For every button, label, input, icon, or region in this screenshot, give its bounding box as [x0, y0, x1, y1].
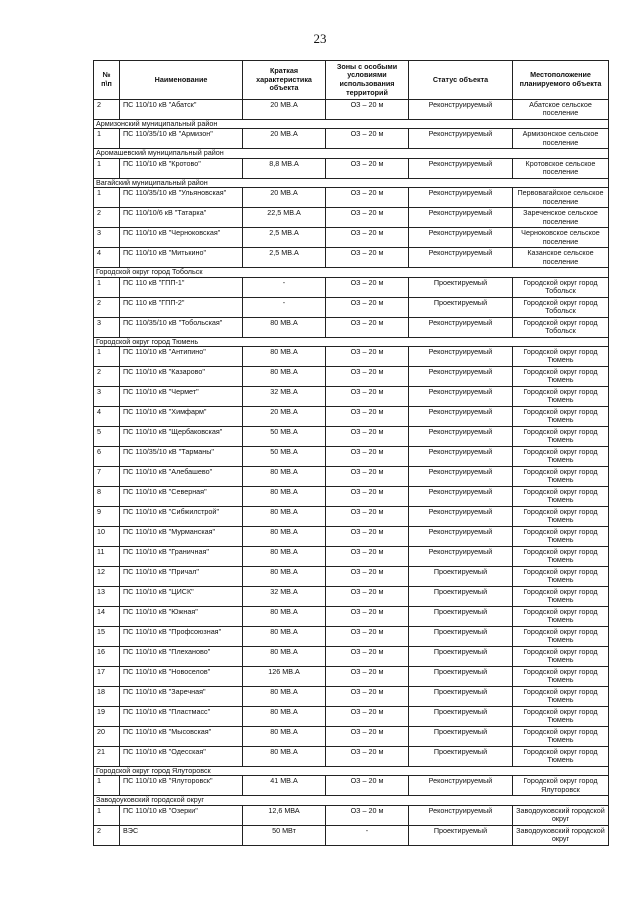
cell-characteristic: 80 МВ.А: [243, 607, 326, 627]
cell-zone: ОЗ – 20 м: [326, 367, 409, 387]
objects-table: [93, 60, 609, 846]
cell-status: Проектируемый: [409, 727, 513, 747]
cell-zone: -: [326, 825, 409, 845]
cell-characteristic: 22,5 МВ.А: [243, 208, 326, 228]
cell-status: Реконструируемый: [409, 487, 513, 507]
cell-zone: ОЗ – 20 м: [326, 248, 409, 268]
cell-status: Проектируемый: [409, 647, 513, 667]
cell-zone: ОЗ – 20 м: [326, 447, 409, 467]
table-row: [94, 188, 609, 208]
cell-name: ПС 110/10 кВ "Абатск": [120, 100, 243, 120]
cell-location: Абатское сельское поселение: [513, 100, 609, 120]
cell-zone: ОЗ – 20 м: [326, 427, 409, 447]
cell-name: ПС 110/10 кВ "Алебашево": [120, 467, 243, 487]
cell-status: Реконструируемый: [409, 100, 513, 120]
section-title: Городской округ город Тобольск: [94, 268, 609, 277]
cell-zone: ОЗ – 20 м: [326, 547, 409, 567]
cell-number: 7: [94, 467, 120, 487]
page-number: 23: [313, 31, 327, 46]
cell-zone: ОЗ – 20 м: [326, 727, 409, 747]
table-body: [94, 100, 609, 846]
cell-number: 18: [94, 687, 120, 707]
cell-status: Реконструируемый: [409, 547, 513, 567]
cell-name: ПС 110/10 кВ "Заречная": [120, 687, 243, 707]
cell-location: Городской округ город Тюмень: [513, 547, 609, 567]
cell-characteristic: 32 МВ.А: [243, 587, 326, 607]
cell-name: ПС 110/35/10 кВ "Ульяновская": [120, 188, 243, 208]
cell-zone: ОЗ – 20 м: [326, 805, 409, 825]
cell-location: Заводоуковский городской округ: [513, 805, 609, 825]
cell-location: Городской округ город Тюмень: [513, 667, 609, 687]
cell-status: Проектируемый: [409, 825, 513, 845]
cell-zone: ОЗ – 20 м: [326, 687, 409, 707]
cell-zone: ОЗ – 20 м: [326, 158, 409, 178]
cell-status: Реконструируемый: [409, 347, 513, 367]
section-title: Городской округ город Тюмень: [94, 337, 609, 346]
cell-name: ПС 110/10 кВ "Черноковская": [120, 228, 243, 248]
cell-number: 12: [94, 567, 120, 587]
table-row: [94, 527, 609, 547]
table-row: [94, 387, 609, 407]
cell-characteristic: -: [243, 297, 326, 317]
cell-status: Реконструируемый: [409, 427, 513, 447]
cell-status: Проектируемый: [409, 277, 513, 297]
cell-number: 3: [94, 317, 120, 337]
cell-name: ПС 110/10 кВ "ЦИСК": [120, 587, 243, 607]
cell-name: ПС 110/10 кВ "Щербаковская": [120, 427, 243, 447]
cell-name: ПС 110/10 кВ "Новоселов": [120, 667, 243, 687]
cell-status: Реконструируемый: [409, 248, 513, 268]
cell-status: Реконструируемый: [409, 387, 513, 407]
cell-characteristic: 80 МВ.А: [243, 747, 326, 767]
table-row: [94, 228, 609, 248]
table-row: [94, 776, 609, 796]
cell-number: 3: [94, 387, 120, 407]
section-title: Городской округ город Ялуторовск: [94, 767, 609, 776]
col-header-name: Наименование: [120, 61, 243, 100]
cell-characteristic: 12,6 МВА: [243, 805, 326, 825]
table-row: [94, 587, 609, 607]
cell-name: ПС 110/10 кВ "Озерки": [120, 805, 243, 825]
cell-characteristic: 20 МВ.А: [243, 100, 326, 120]
section-header-row: [94, 120, 609, 129]
cell-zone: ОЗ – 20 м: [326, 776, 409, 796]
cell-zone: ОЗ – 20 м: [326, 317, 409, 337]
cell-zone: ОЗ – 20 м: [326, 277, 409, 297]
cell-characteristic: 50 МВ.А: [243, 427, 326, 447]
cell-location: Городской округ город Тюмень: [513, 567, 609, 587]
cell-location: Городской округ город Тюмень: [513, 647, 609, 667]
cell-zone: ОЗ – 20 м: [326, 487, 409, 507]
cell-name: ПС 110 кВ "ГПП-1": [120, 277, 243, 297]
cell-status: Реконструируемый: [409, 188, 513, 208]
cell-location: Городской округ город Тюмень: [513, 427, 609, 447]
cell-characteristic: 80 МВ.А: [243, 627, 326, 647]
cell-name: ПС 110/10 кВ "Ялуторовск": [120, 776, 243, 796]
cell-characteristic: 80 МВ.А: [243, 317, 326, 337]
table-row: [94, 707, 609, 727]
cell-location: Городской округ город Тобольск: [513, 317, 609, 337]
cell-name: ПС 110/10 кВ "Сибжилстрой": [120, 507, 243, 527]
cell-zone: ОЗ – 20 м: [326, 208, 409, 228]
cell-status: Реконструируемый: [409, 158, 513, 178]
col-header-status: Статус объекта: [409, 61, 513, 100]
table-row: [94, 427, 609, 447]
col-header-zones: Зоны с особыми условиями использования территорий: [326, 61, 409, 100]
cell-number: 2: [94, 100, 120, 120]
cell-status: Проектируемый: [409, 687, 513, 707]
cell-location: Городской округ город Тюмень: [513, 747, 609, 767]
cell-location: Городской округ город Тюмень: [513, 687, 609, 707]
table-row: [94, 667, 609, 687]
cell-status: Реконструируемый: [409, 407, 513, 427]
cell-location: Городской округ город Тюмень: [513, 607, 609, 627]
cell-location: Городской округ город Тюмень: [513, 347, 609, 367]
cell-location: Городской округ город Тобольск: [513, 297, 609, 317]
cell-characteristic: 80 МВ.А: [243, 347, 326, 367]
table-row: [94, 747, 609, 767]
cell-status: Реконструируемый: [409, 507, 513, 527]
cell-name: ПС 110/10 кВ "Чермет": [120, 387, 243, 407]
cell-status: Проектируемый: [409, 607, 513, 627]
cell-zone: ОЗ – 20 м: [326, 587, 409, 607]
cell-number: 2: [94, 208, 120, 228]
cell-name: ПС 110/10 кВ "Казарово": [120, 367, 243, 387]
cell-location: Городской округ город Тюмень: [513, 447, 609, 467]
cell-name: ПС 110/10 кВ "Северная": [120, 487, 243, 507]
cell-characteristic: 80 МВ.А: [243, 367, 326, 387]
cell-status: Проектируемый: [409, 567, 513, 587]
cell-number: 9: [94, 507, 120, 527]
cell-number: 6: [94, 447, 120, 467]
cell-zone: ОЗ – 20 м: [326, 667, 409, 687]
cell-name: ПС 110/10 кВ "Мурманская": [120, 527, 243, 547]
col-header-number: № п\п: [94, 61, 120, 100]
cell-zone: ОЗ – 20 м: [326, 627, 409, 647]
cell-characteristic: 80 МВ.А: [243, 567, 326, 587]
cell-name: ПС 110/10 кВ "Южная": [120, 607, 243, 627]
table-row: [94, 158, 609, 178]
cell-characteristic: 80 МВ.А: [243, 487, 326, 507]
cell-characteristic: 8,8 МВ.А: [243, 158, 326, 178]
cell-characteristic: 32 МВ.А: [243, 387, 326, 407]
cell-location: Армизонское сельское поселение: [513, 129, 609, 149]
cell-characteristic: -: [243, 277, 326, 297]
cell-characteristic: 80 МВ.А: [243, 727, 326, 747]
table-row: [94, 805, 609, 825]
col-header-characteristic: Краткая характеристика объекта: [243, 61, 326, 100]
cell-characteristic: 80 МВ.А: [243, 527, 326, 547]
cell-name: ПС 110/10 кВ "Плеханово": [120, 647, 243, 667]
cell-status: Реконструируемый: [409, 447, 513, 467]
cell-status: Реконструируемый: [409, 805, 513, 825]
cell-zone: ОЗ – 20 м: [326, 527, 409, 547]
table-row: [94, 547, 609, 567]
cell-characteristic: 80 МВ.А: [243, 687, 326, 707]
cell-status: Реконструируемый: [409, 367, 513, 387]
table-row: [94, 317, 609, 337]
table-row: [94, 507, 609, 527]
section-header-row: [94, 767, 609, 776]
table-row: [94, 487, 609, 507]
cell-name: ВЭС: [120, 825, 243, 845]
cell-name: ПС 110/10 кВ "Профсоюзная": [120, 627, 243, 647]
table-row: [94, 297, 609, 317]
cell-name: ПС 110/10 кВ "Кротово": [120, 158, 243, 178]
cell-location: Городской округ город Тюмень: [513, 507, 609, 527]
cell-status: Проектируемый: [409, 747, 513, 767]
table-row: [94, 447, 609, 467]
cell-location: Городской округ город Тюмень: [513, 367, 609, 387]
cell-name: ПС 110/10 кВ "Одесская": [120, 747, 243, 767]
cell-number: 1: [94, 805, 120, 825]
cell-location: Городской округ город Тюмень: [513, 527, 609, 547]
section-header-row: [94, 268, 609, 277]
table-row: [94, 277, 609, 297]
cell-name: ПС 110/10 кВ "Митькино": [120, 248, 243, 268]
table-row: [94, 367, 609, 387]
cell-location: Городской округ город Ялуторовск: [513, 776, 609, 796]
section-header-row: [94, 796, 609, 805]
cell-location: Городской округ город Тюмень: [513, 627, 609, 647]
cell-number: 2: [94, 297, 120, 317]
cell-zone: ОЗ – 20 м: [326, 387, 409, 407]
cell-characteristic: 2,5 МВ.А: [243, 248, 326, 268]
cell-zone: ОЗ – 20 м: [326, 100, 409, 120]
table-row: [94, 647, 609, 667]
cell-characteristic: 80 МВ.А: [243, 547, 326, 567]
cell-number: 4: [94, 248, 120, 268]
cell-number: 17: [94, 667, 120, 687]
cell-number: 2: [94, 825, 120, 845]
section-header-row: [94, 149, 609, 158]
table-row: [94, 467, 609, 487]
table-row: [94, 248, 609, 268]
cell-status: Реконструируемый: [409, 129, 513, 149]
cell-number: 20: [94, 727, 120, 747]
cell-name: ПС 110 кВ "ГПП-2": [120, 297, 243, 317]
cell-number: 15: [94, 627, 120, 647]
table-row: [94, 607, 609, 627]
cell-status: Реконструируемый: [409, 527, 513, 547]
cell-zone: ОЗ – 20 м: [326, 129, 409, 149]
cell-zone: ОЗ – 20 м: [326, 347, 409, 367]
cell-location: Кротовское сельское поселение: [513, 158, 609, 178]
cell-location: Городской округ город Тюмень: [513, 467, 609, 487]
cell-status: Проектируемый: [409, 587, 513, 607]
cell-characteristic: 20 МВ.А: [243, 188, 326, 208]
cell-zone: ОЗ – 20 м: [326, 507, 409, 527]
cell-zone: ОЗ – 20 м: [326, 707, 409, 727]
cell-zone: ОЗ – 20 м: [326, 607, 409, 627]
cell-characteristic: 80 МВ.А: [243, 507, 326, 527]
cell-zone: ОЗ – 20 м: [326, 228, 409, 248]
section-header-row: [94, 337, 609, 346]
section-title: Армизонский муниципальный район: [94, 120, 609, 129]
cell-location: Городской округ город Тюмень: [513, 487, 609, 507]
cell-location: Городской округ город Тюмень: [513, 727, 609, 747]
cell-number: 1: [94, 129, 120, 149]
cell-number: 13: [94, 587, 120, 607]
cell-number: 14: [94, 607, 120, 627]
table-row: [94, 627, 609, 647]
table-row: [94, 129, 609, 149]
cell-characteristic: 20 МВ.А: [243, 129, 326, 149]
cell-characteristic: 80 МВ.А: [243, 467, 326, 487]
cell-characteristic: 126 МВ.А: [243, 667, 326, 687]
cell-name: ПС 110/10 кВ "Химфарм": [120, 407, 243, 427]
cell-characteristic: 20 МВ.А: [243, 407, 326, 427]
cell-status: Проектируемый: [409, 667, 513, 687]
table-row: [94, 687, 609, 707]
cell-number: 3: [94, 228, 120, 248]
cell-characteristic: 41 МВ.А: [243, 776, 326, 796]
cell-number: 11: [94, 547, 120, 567]
cell-location: Городской округ город Тюмень: [513, 407, 609, 427]
cell-zone: ОЗ – 20 м: [326, 747, 409, 767]
table-row: [94, 727, 609, 747]
cell-name: ПС 110/10 кВ "Пластмасс": [120, 707, 243, 727]
cell-name: ПС 110/10/6 кВ "Татарка": [120, 208, 243, 228]
cell-name: ПС 110/10 кВ "Антипино": [120, 347, 243, 367]
cell-status: Проектируемый: [409, 707, 513, 727]
table-row: [94, 825, 609, 845]
cell-location: Городской округ город Тобольск: [513, 277, 609, 297]
cell-status: Реконструируемый: [409, 208, 513, 228]
cell-number: 5: [94, 427, 120, 447]
cell-zone: ОЗ – 20 м: [326, 407, 409, 427]
cell-zone: ОЗ – 20 м: [326, 188, 409, 208]
cell-number: 4: [94, 407, 120, 427]
cell-number: 1: [94, 347, 120, 367]
cell-number: 2: [94, 367, 120, 387]
table-header: [94, 61, 609, 100]
cell-number: 8: [94, 487, 120, 507]
cell-location: Заводоуковский городской округ: [513, 825, 609, 845]
cell-number: 1: [94, 776, 120, 796]
cell-number: 1: [94, 158, 120, 178]
cell-number: 19: [94, 707, 120, 727]
section-title: Аромашевский муниципальный район: [94, 149, 609, 158]
cell-number: 21: [94, 747, 120, 767]
table-row: [94, 208, 609, 228]
cell-zone: ОЗ – 20 м: [326, 297, 409, 317]
cell-characteristic: 2,5 МВ.А: [243, 228, 326, 248]
cell-location: Первовагайское сельское поселение: [513, 188, 609, 208]
cell-status: Реконструируемый: [409, 317, 513, 337]
cell-characteristic: 50 МВт: [243, 825, 326, 845]
cell-name: ПС 110/35/10 кВ "Армизон": [120, 129, 243, 149]
section-title: Вагайский муниципальный район: [94, 178, 609, 187]
cell-zone: ОЗ – 20 м: [326, 647, 409, 667]
cell-name: ПС 110/10 кВ "Граничная": [120, 547, 243, 567]
cell-number: 16: [94, 647, 120, 667]
cell-location: Черноковское сельское поселение: [513, 228, 609, 248]
cell-zone: ОЗ – 20 м: [326, 567, 409, 587]
cell-location: Казанское сельское поселение: [513, 248, 609, 268]
cell-name: ПС 110/10 кВ "Мысовская": [120, 727, 243, 747]
cell-status: Проектируемый: [409, 627, 513, 647]
section-title: Заводоуковский городской округ: [94, 796, 609, 805]
cell-status: Реконструируемый: [409, 228, 513, 248]
cell-status: Реконструируемый: [409, 467, 513, 487]
cell-status: Реконструируемый: [409, 776, 513, 796]
cell-name: ПС 110/35/10 кВ "Тобольская": [120, 317, 243, 337]
col-header-location: Местоположение планируемого объекта: [513, 61, 609, 100]
cell-location: Зареченское сельское поселение: [513, 208, 609, 228]
cell-location: Городской округ город Тюмень: [513, 707, 609, 727]
cell-zone: ОЗ – 20 м: [326, 467, 409, 487]
cell-characteristic: 80 МВ.А: [243, 647, 326, 667]
cell-number: 1: [94, 188, 120, 208]
cell-characteristic: 50 МВ.А: [243, 447, 326, 467]
cell-status: Проектируемый: [409, 297, 513, 317]
cell-number: 1: [94, 277, 120, 297]
cell-number: 10: [94, 527, 120, 547]
cell-name: ПС 110/10 кВ "Причал": [120, 567, 243, 587]
section-header-row: [94, 178, 609, 187]
table-row: [94, 407, 609, 427]
table-row: [94, 347, 609, 367]
cell-location: Городской округ город Тюмень: [513, 387, 609, 407]
table-row: [94, 567, 609, 587]
cell-characteristic: 80 МВ.А: [243, 707, 326, 727]
table-row: [94, 100, 609, 120]
cell-location: Городской округ город Тюмень: [513, 587, 609, 607]
cell-name: ПС 110/35/10 кВ "Тарманы": [120, 447, 243, 467]
